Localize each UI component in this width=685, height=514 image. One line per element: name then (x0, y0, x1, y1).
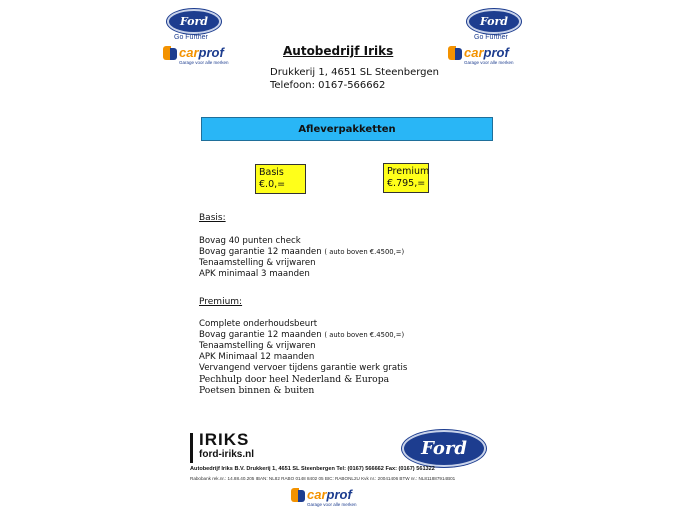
ford-tagline-right: Go Further (474, 34, 508, 41)
footer-bank-line: Rabobank rek.nr.: 14.88.40.205 IBAN: NL82 RABO 0148 8402 05 BIC: RABONL2U Kvk nr.: 20041406 BTW nr.: NL811887914B01 (190, 476, 456, 481)
ford-logo-left (167, 9, 221, 34)
list-item: Tenaamstelling & vrijwaren (199, 341, 316, 351)
premium-heading: Premium: (199, 297, 243, 307)
address-line: Drukkerij 1, 4651 SL Steenbergen (270, 67, 440, 78)
premium-list (199, 319, 407, 396)
ford-logo-text: Ford (421, 438, 467, 459)
carprof-logo-footer: carprof Garage voor alle merken (291, 487, 357, 507)
list-item: Bovag 40 punten check (199, 236, 301, 246)
carprof-mark-icon (291, 488, 305, 502)
list-item: Poetsen binnen & buiten (199, 385, 315, 396)
footer-contact-line: Autobedrijf Iriks B.V. Drukkerij 1, 4651 SL Steenbergen Tel: (0167) 566662 Fax: (0167) 561322 (190, 466, 435, 472)
carprof-tagline: Garage voor alle merken (464, 60, 514, 65)
basis-list (199, 236, 404, 280)
basis-heading: Basis: (199, 213, 226, 223)
ford-logo-text: Ford (479, 15, 509, 28)
package-box-basis (255, 164, 306, 194)
ford-logo-right (467, 9, 521, 34)
carprof-logo-left: carprof Garage voor alle merken (163, 45, 229, 65)
ford-logo-text: Ford (179, 15, 209, 28)
list-item: Tenaamstelling & vrijwaren (199, 258, 316, 268)
packages-banner: Afleverpakketten (201, 117, 493, 141)
list-item: Bovag garantie 12 maanden ( auto boven €.4500,=) (199, 247, 405, 257)
package-name: Premium (387, 166, 430, 177)
package-price: €.0,= (259, 179, 286, 190)
list-item: APK Minimaal 12 maanden (199, 352, 315, 362)
list-item: Pechhulp door heel Nederland & Europa (199, 374, 390, 385)
ford-tagline-left: Go Further (174, 34, 208, 41)
website-link[interactable]: ford-iriks.nl (199, 449, 255, 460)
carprof-tagline: Garage voor alle merken (307, 502, 357, 507)
package-name: Basis (259, 167, 284, 178)
package-price: €.795,= (387, 178, 426, 189)
company-address (270, 66, 439, 92)
list-item: Bovag garantie 12 maanden ( auto boven €.4500,=) (199, 330, 405, 340)
iriks-logo-bar (190, 433, 193, 463)
carprof-mark-icon (163, 46, 177, 60)
company-name: Autobedrijf Iriks (283, 44, 394, 58)
carprof-tagline: Garage voor alle merken (179, 60, 229, 65)
list-item: Complete onderhoudsbeurt (199, 319, 318, 329)
phone-line: Telefoon: 0167-566662 (270, 80, 386, 91)
carprof-logo-right: carprof Garage voor alle merken (448, 45, 514, 65)
list-item: Vervangend vervoer tijdens garantie werk gratis (199, 363, 408, 373)
list-item: APK minimaal 3 maanden (199, 269, 310, 279)
package-box-premium (383, 163, 429, 193)
carprof-mark-icon (448, 46, 462, 60)
ford-logo-footer (402, 430, 486, 467)
iriks-logo-text: IRIKS (199, 430, 250, 449)
